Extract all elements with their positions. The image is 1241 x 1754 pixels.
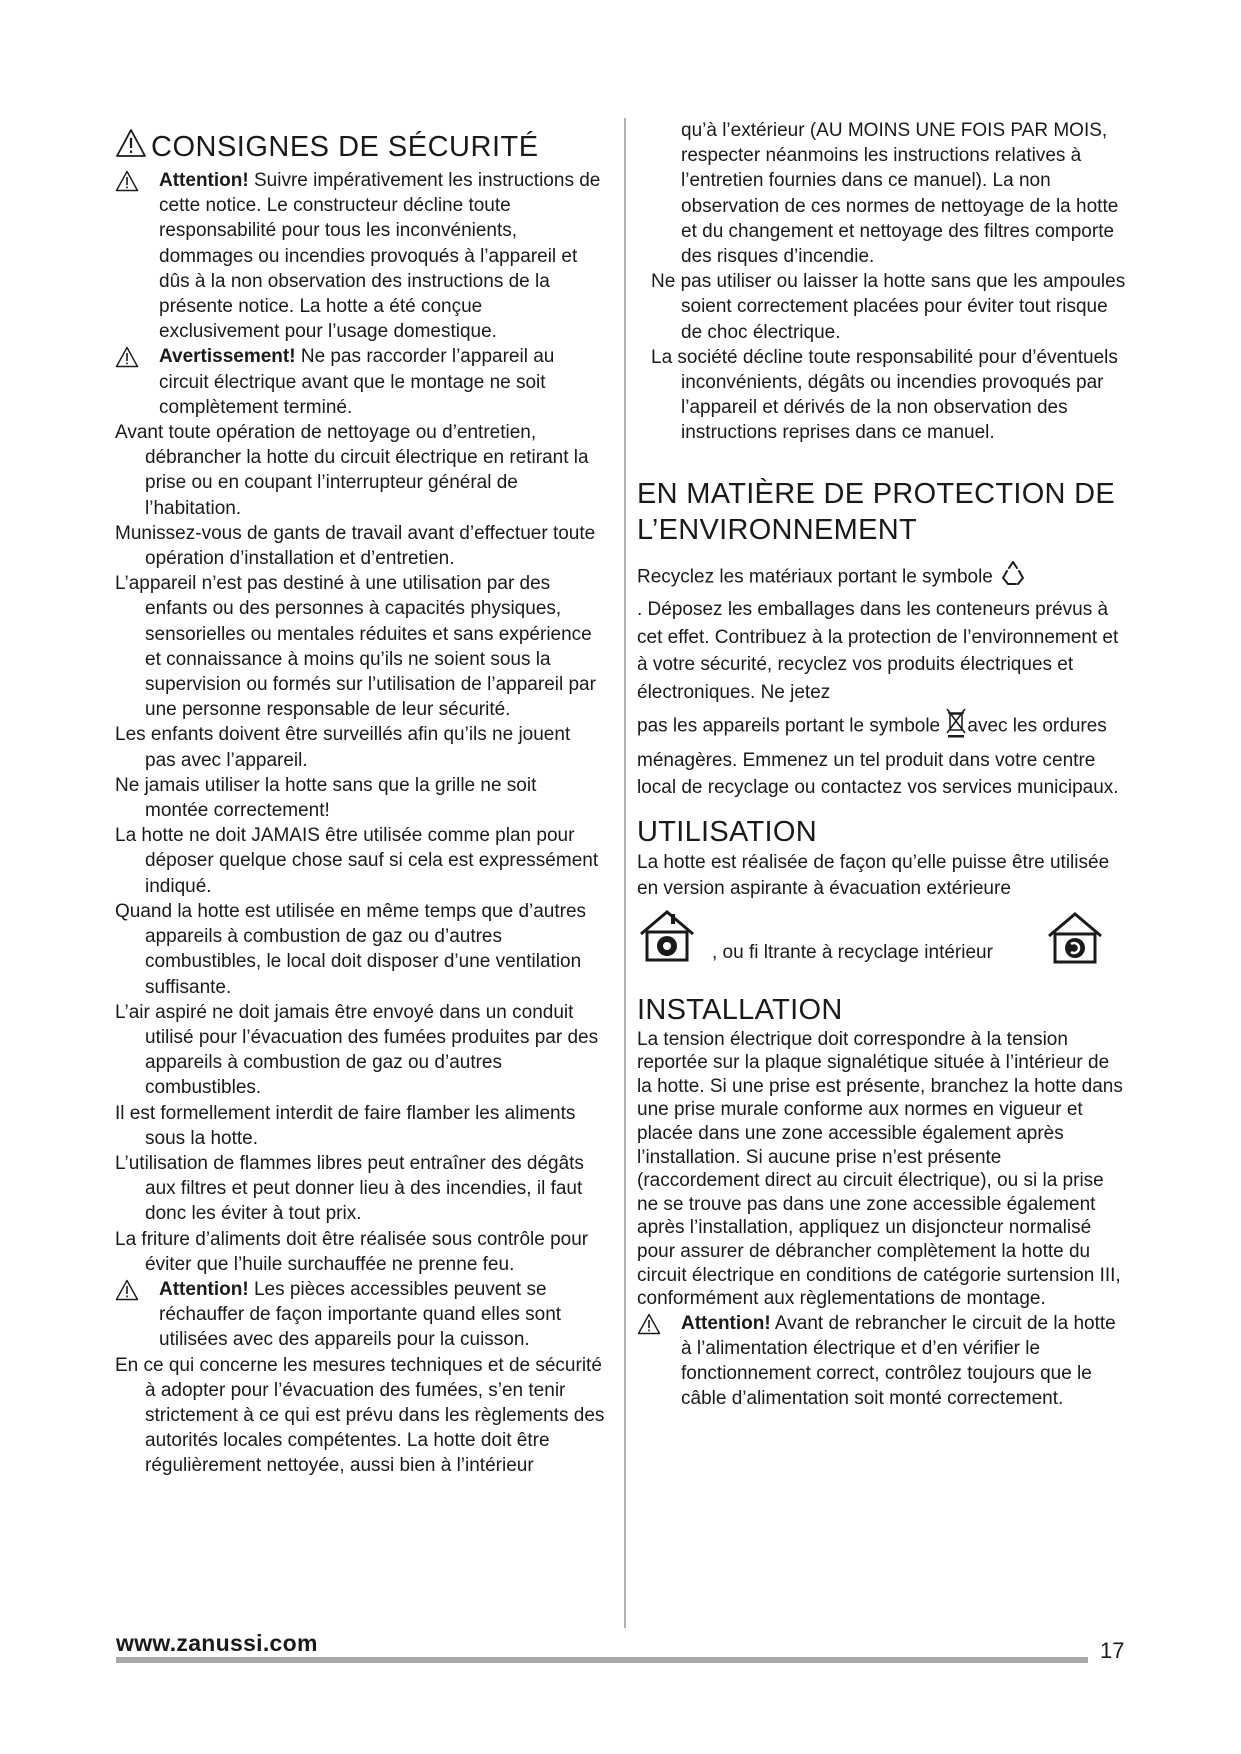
utilisation-icons xyxy=(637,908,1127,978)
section-title-environment: EN MATIÈRE DE PROTECTION DE L’ENVIRONNEMENT xyxy=(637,477,1116,546)
warning-icon xyxy=(115,128,147,158)
environment-paragraph: Recyclez les matériaux portant le symbole . Déposez les emballages dans les conteneurs prévus à cet effet. Contribuez à la protection de l’environnement et à votre sécurité, recyclez vos produits électriques et électroniques. Ne jetez pas les appareils portant le symbole avec les ordures ménagères. Emmenez un tel produit dans votre centre local de recyclage ou contactez vos services municipaux. xyxy=(637,558,1127,802)
list-item: En ce qui concerne les mesures techniques et de sécurité à adopter pour l’évacuation des fumées, s’en tenir strictement à ce qui est prévu dans les règlements des autorités locales compétentes. La hotte doit être régulièrement nettoyée, aussi bien à l’intérieur xyxy=(115,1354,605,1477)
section-title-installation: INSTALLATION xyxy=(637,993,843,1026)
list-item: La hotte ne doit JAMAIS être utilisée comme plan pour déposer quelque chose sauf si cela est expressément indiqué. xyxy=(115,825,599,897)
crossed-bin-icon xyxy=(945,706,967,747)
warning-icon xyxy=(115,1279,139,1301)
warning-icon xyxy=(115,170,139,192)
warning-avertissement: Avertissement! Ne pas raccorder l’appareil au circuit électrique avant que le montage ne soit complètement terminé. xyxy=(115,344,605,420)
section-title-utilisation: UTILISATION xyxy=(637,815,818,848)
continued-paragraph: qu’à l’extérieur (AU MOINS UNE FOIS PAR MOIS, respecter néanmoins les instructions relatives à l’entretien fournies dans ce manuel). La non observation de ces normes de nettoyage de la hotte et du changement et nettoyage des filtres comporte des risques d’incendie. xyxy=(681,120,1119,268)
recirculation-icon xyxy=(1045,910,1105,971)
footer-rule xyxy=(116,1657,1088,1663)
list-item: Munissez-vous de gants de travail avant d’effectuer toute opération d’installation et d’entretien. xyxy=(115,522,596,570)
list-item: Avant toute opération de nettoyage ou d’entretien, débrancher la hotte du circuit électrique en retirant la prise ou en coupant l’interrupteur général de l’habitation. xyxy=(115,422,589,519)
warning-attention-2: Attention! Les pièces accessibles peuvent se réchauffer de façon importante quand elles sont utilisées avec des appareils pour la cuisson. xyxy=(115,1277,605,1353)
recycle-icon xyxy=(998,558,1028,597)
list-item: Ne jamais utiliser la hotte sans que la grille ne soit montée correctement! xyxy=(115,774,537,822)
list-item: Il est formellement interdit de faire flamber les aliments sous la hotte. xyxy=(115,1102,576,1149)
list-item: La société décline toute responsabilité pour d’éventuels inconvénients, dégâts ou incendies provoqués par l’appareil et dérivés de la non observation des instructions reprises dans ce manuel. xyxy=(651,346,1118,444)
warning-icon xyxy=(637,1313,661,1335)
list-item: L’utilisation de flammes libres peut entraîner des dégâts aux filtres et peut donner lieu à des incendies, il faut donc les éviter à tout prix. xyxy=(115,1152,584,1225)
list-item: Quand la hotte est utilisée en même temps que d’autres appareils à combustion de gaz ou d’autres combustibles, le local doit disposer d’une ventilation suffisante. xyxy=(115,900,587,998)
column-divider xyxy=(624,118,626,1628)
utilisation-filter-text: , ou fi ltrante à recyclage intérieur xyxy=(712,941,993,963)
warning-attention-1: Attention! Suivre impérativement les instructions de cette notice. Le constructeur décline toute responsabilité pour tous les inconvénients, dommages ou incendies provoqués à l’appareil et dûs à la non observation des instructions de la présente notice. La hotte a été conçue exclusivement pour l’usage domestique. xyxy=(115,168,605,344)
website-link[interactable]: www.zanussi.com xyxy=(116,1630,318,1656)
list-item: Les enfants doivent être surveillés afin qu’ils ne jouent pas avec l’appareil. xyxy=(115,724,571,771)
extraction-fan-icon xyxy=(637,908,697,969)
list-item: L’appareil n’est pas destiné à une utilisation par des enfants ou des personnes à capacités physiques, sensorielles ou mentales réduites et sans expérience et connaissance à moins qu’ils ne soient sous la supervision ou formés sur l’utilisation de l’appareil par une personne responsable de leur sécurité. xyxy=(115,573,596,721)
list-item: Ne pas utiliser ou laisser la hotte sans que les ampoules soient correctement placées pour éviter tout risque de choc électrique. xyxy=(651,271,1126,343)
list-item: L’air aspiré ne doit jamais être envoyé dans un conduit utilisé pour l’évacuation des fumées produites par des appareils à combustion de gaz ou d’autres combustibles. xyxy=(115,1001,599,1099)
warning-attention-installation: Attention! Avant de rebrancher le circuit de la hotte à l’alimentation électrique et d’en vérifier le fonctionnement correct, contrôlez toujours que le câble d’alimentation soit monté correctement. xyxy=(637,1311,1127,1412)
warning-icon xyxy=(115,346,139,368)
right-column xyxy=(637,118,1127,1412)
section-title-safety: CONSIGNES DE SÉCURITÉ xyxy=(115,130,605,164)
list-item: La friture d’aliments doit être réalisée sous contrôle pour éviter que l’huile surchauffée ne prenne feu. xyxy=(115,1228,589,1275)
installation-paragraph: La tension électrique doit correspondre à la tension reportée sur la plaque signalétique située à l’intérieur de la hotte. Si une prise est présente, branchez la hotte dans une prise murale conforme aux normes en vigueur et placée dans une zone accessible également après l’installation. Si aucune prise n’est présente (raccordement direct au circuit électrique), ou si la prise ne se trouve pas dans une zone accessible également après l’installation, appliquez un disjoncteur normalisé pour assurer de débrancher complètement la hotte du circuit électrique en conditions de catégorie surtension III, conformément aux règlementations de montage. xyxy=(637,1028,1123,1310)
utilisation-paragraph: La hotte est réalisée de façon qu’elle puisse être utilisée en version aspirante à évacuation extérieure xyxy=(637,851,1110,899)
page-number: 17 xyxy=(1100,1638,1125,1663)
left-column xyxy=(115,115,605,1479)
